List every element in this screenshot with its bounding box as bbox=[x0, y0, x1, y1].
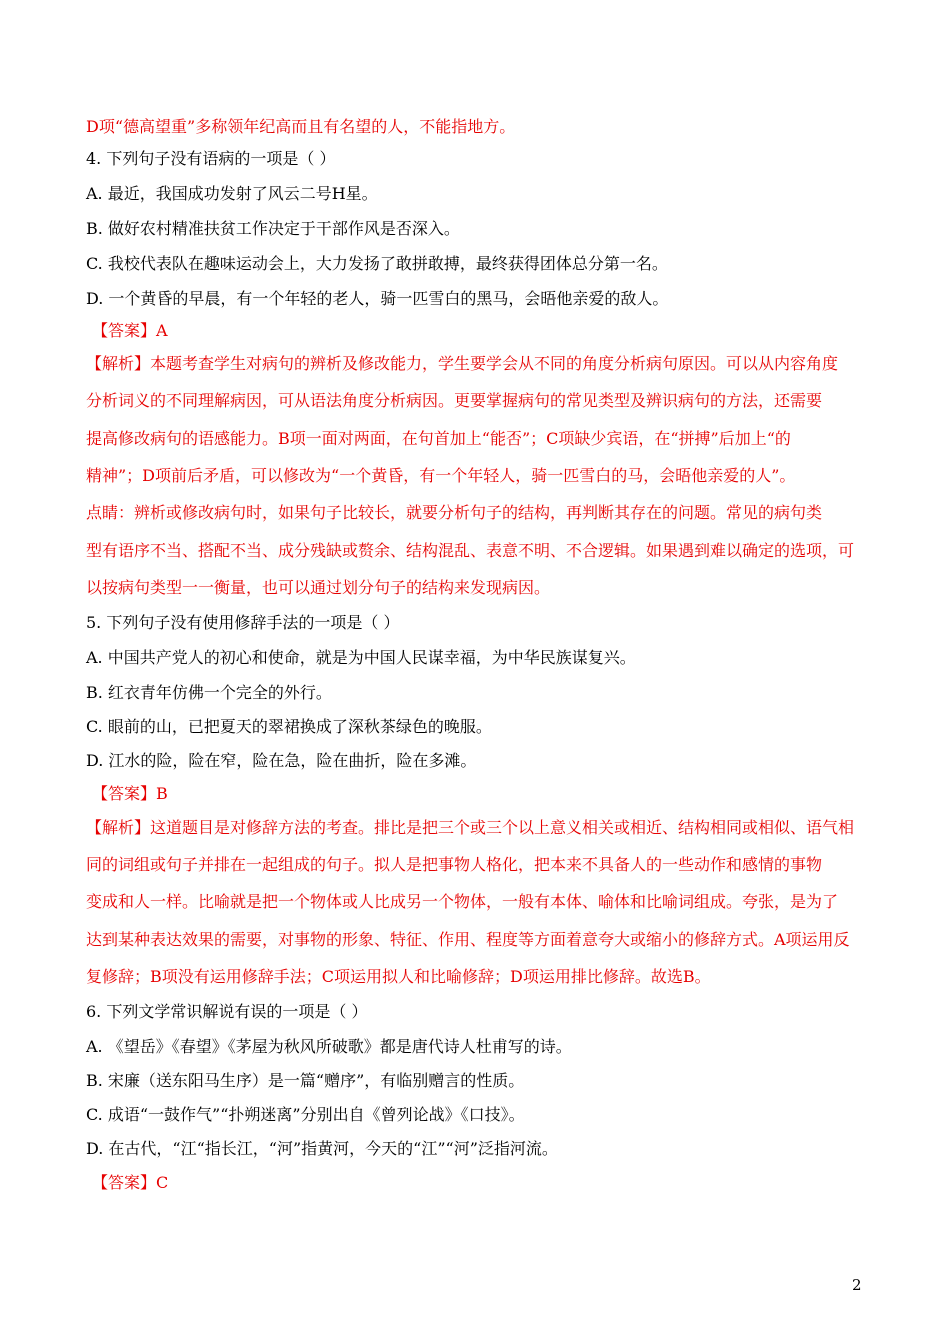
q5-analysis-line: 同的词组或句子并排在一起组成的句子。拟人是把事物人格化，把本来不具备人的一些动作和感情的事物 bbox=[86, 855, 823, 874]
q3-analysis-tail: D项“德高望重”多称领年纪高而且有名望的人，不能指地方。 bbox=[86, 117, 516, 136]
q4-analysis-line: 分析词义的不同理解病因，可从语法角度分析病因。更要掌握病句的常见类型及辨识病句的方法，还需要 bbox=[86, 391, 823, 410]
page-number: 2 bbox=[852, 1276, 862, 1294]
q6-option-c: C. 成语“一鼓作气”“扑朔迷离”分别出自《曾列论战》《口技》。 bbox=[86, 1105, 525, 1124]
q4-stem: 4. 下列句子没有语病的一项是（ ） bbox=[86, 149, 336, 168]
q4-option-d: D. 一个黄昏的早晨，有一个年轻的老人，骑一匹雪白的黑马，会晤他亲爱的敌人。 bbox=[86, 289, 669, 308]
q4-analysis-line: 【解析】本题考查学生对病句的辨析及修改能力，学生要学会从不同的角度分析病句原因。可以从内容角度 bbox=[86, 354, 839, 373]
q6-option-d: D. 在古代，“江“指长江，“河”指黄河，今天的“江”“河”泛指河流。 bbox=[86, 1139, 558, 1158]
q4-analysis-line: 提高修改病句的语感能力。B项一面对两面，在句首加上“能否”；C项缺少宾语，在“拼搏”后加上“的 bbox=[86, 429, 791, 448]
q6-answer: 【答案】C bbox=[92, 1173, 169, 1192]
q6-stem: 6. 下列文学常识解说有误的一项是（ ） bbox=[86, 1002, 368, 1021]
q4-analysis-line: 点睛：辨析或修改病句时，如果句子比较长，就要分析句子的结构，再判断其存在的问题。常见的病句类 bbox=[86, 503, 823, 522]
q4-option-c: C. 我校代表队在趣味运动会上，大力发扬了敢拼敢搏，最终获得团体总分第一名。 bbox=[86, 254, 668, 273]
q6-option-b: B. 宋廉（送东阳马生序）是一篇“赠序”，有临别赠言的性质。 bbox=[86, 1071, 525, 1090]
q5-stem: 5. 下列句子没有使用修辞手法的一项是（ ） bbox=[86, 613, 400, 632]
q4-analysis-line: 型有语序不当、搭配不当、成分残缺或赘余、结构混乱、表意不明、不合逻辑。如果遇到难以确定的选项，可 bbox=[86, 541, 855, 560]
q4-answer: 【答案】A bbox=[92, 321, 168, 340]
q5-analysis-line: 达到某种表达效果的需要，对事物的形象、特征、作用、程度等方面着意夸大或缩小的修辞方式。A项运用反 bbox=[86, 930, 850, 949]
q6-option-a: A. 《望岳》《春望》《茅屋为秋风所破歌》都是唐代诗人杜甫写的诗。 bbox=[86, 1037, 572, 1056]
q5-answer: 【答案】B bbox=[92, 784, 168, 803]
q5-option-a: A. 中国共产党人的初心和使命，就是为中国人民谋幸福，为中华民族谋复兴。 bbox=[86, 648, 636, 667]
q5-analysis-line: 复修辞；B项没有运用修辞手法；C项运用拟人和比喻修辞；D项运用排比修辞。故选B。 bbox=[86, 967, 711, 986]
q4-option-a: A. 最近，我国成功发射了风云二号H星。 bbox=[86, 184, 378, 203]
q4-analysis-line: 以按病句类型一一衡量，也可以通过划分句子的结构来发现病因。 bbox=[86, 578, 551, 597]
q5-option-d: D. 江水的险，险在窄，险在急，险在曲折，险在多滩。 bbox=[86, 751, 477, 770]
q5-analysis-line: 【解析】这道题目是对修辞方法的考查。排比是把三个或三个以上意义相关或相近、结构相同或相似、语气相 bbox=[86, 818, 855, 837]
q5-analysis-line: 变成和人一样。比喻就是把一个物体或人比成另一个物体，一般有本体、喻体和比喻词组成。夸张，是为了 bbox=[86, 892, 839, 911]
q5-option-b: B. 红衣青年仿佛一个完全的外行。 bbox=[86, 683, 332, 702]
q4-option-b: B. 做好农村精准扶贫工作决定于干部作风是否深入。 bbox=[86, 219, 460, 238]
q4-analysis-line: 精神”；D项前后矛盾，可以修改为“一个黄昏，有一个年轻人，骑一匹雪白的马，会晤他亲爱的人”。 bbox=[86, 466, 796, 485]
q5-option-c: C. 眼前的山，已把夏天的翠裙换成了深秋茶绿色的晚服。 bbox=[86, 717, 492, 736]
